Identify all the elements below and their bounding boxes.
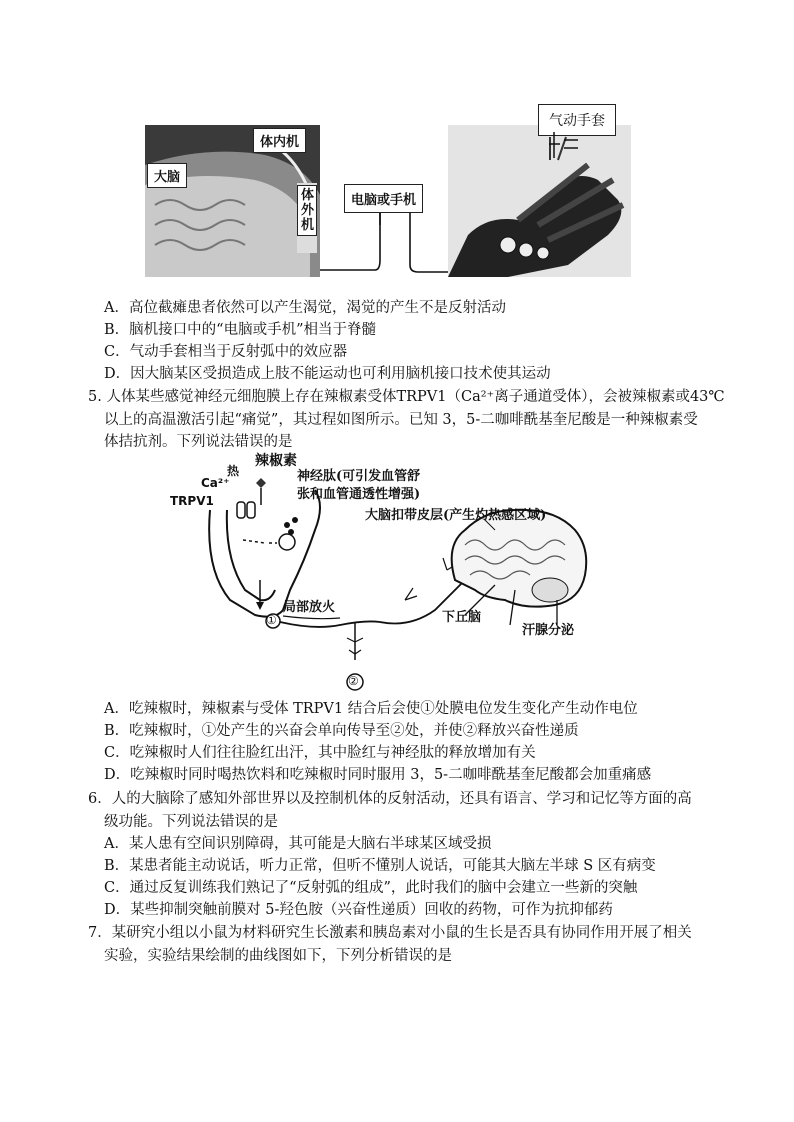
hypothalamus-label: 下丘脑 — [442, 610, 482, 625]
q4-option-b: B．脑机接口中的“电脑或手机”相当于脊髓 — [104, 322, 376, 338]
cortex-label: 大脑扣带皮层(产生灼热感区域) — [365, 508, 547, 523]
capsaicin-label: 辣椒素 — [255, 453, 297, 469]
q4-option-a: A．高位截瘫患者依然可以产生渴觉，渴觉的产生不是反射活动 — [104, 300, 506, 316]
q4-option-d: D．因大脑某区受损造成上肢不能运动也可利用脑机接口技术使其运动 — [104, 366, 551, 382]
internal-device-label: 体内机 — [253, 128, 306, 153]
pneumatic-glove-label: 气动手套 — [538, 104, 616, 136]
brain-photo — [145, 125, 320, 277]
q5-option-b: B．吃辣椒时，①处产生的兴奋会单向传导至②处，并使②释放兴奋性递质 — [104, 723, 579, 739]
external-device-label: 体外机 — [297, 185, 317, 236]
q6-option-a: A．某人患有空间识别障碍，其可能是大脑右半球某区域受损 — [104, 836, 492, 852]
heat-label: 热 — [227, 464, 240, 478]
q5-stem-line-1: 5. 人体某些感觉神经元细胞膜上存在辣椒素受体TRPV1（Ca²⁺离子通道受体），会被辣椒素或43℃ — [88, 389, 725, 405]
marker-1: ① — [266, 613, 277, 627]
sweat-gland-label: 汗腺分泌 — [522, 623, 575, 638]
calcium-label: Ca²⁺ — [201, 476, 230, 490]
glove-pointer — [546, 130, 586, 160]
q6-option-b: B．某患者能主动说话，听力正常，但听不懂别人说话，可能其大脑左半球 S 区有病变 — [104, 858, 656, 874]
local-fire-label: 局部放火 — [283, 600, 336, 615]
q6-stem-line-2: 级功能。下列说法错误的是 — [104, 814, 278, 830]
q5-stem-line-3: 体拮抗剂。下列说法错误的是 — [104, 434, 293, 450]
computer-phone-label: 电脑或手机 — [344, 184, 423, 213]
q4-option-c: C．气动手套相当于反射弧中的效应器 — [104, 344, 348, 360]
neuropeptide-label-1: 神经肽(可引发血管舒 — [297, 469, 421, 484]
trpv1-label: TRPV1 — [170, 494, 214, 508]
glove-photo — [448, 125, 631, 277]
q6-option-d: D．某些抑制突触前膜对 5-羟色胺（兴奋性递质）回收的药物，可作为抗抑郁药 — [104, 902, 613, 918]
neuropeptide-label-2: 张和血管通透性增强) — [297, 487, 421, 502]
q7-stem-line-2: 实验，实验结果绘制的曲线图如下，下列分析错误的是 — [104, 948, 452, 964]
q5-option-d: D．吃辣椒时同时喝热饮料和吃辣椒时同时服用 3，5-二咖啡酰基奎尼酸都会加重痛感 — [104, 767, 652, 783]
q7-stem-line-1: 7．某研究小组以小鼠为材料研究生长激素和胰岛素对小鼠的生长是否具有协同作用开展了相关 — [88, 925, 692, 941]
marker-2: ② — [348, 674, 359, 688]
pain-pathway-figure — [165, 450, 635, 695]
q6-stem-line-1: 6．人的大脑除了感知外部世界以及控制机体的反射活动，还具有语言、学习和记忆等方面的高 — [88, 791, 692, 807]
q5-option-a: A．吃辣椒时，辣椒素与受体 TRPV1 结合后会使①处膜电位发生变化产生动作电位 — [104, 701, 638, 717]
glove-image — [448, 125, 631, 277]
brain-label: 大脑 — [147, 163, 187, 188]
q5-option-c: C．吃辣椒时人们往往脸红出汗，其中脸红与神经肽的释放增加有关 — [104, 745, 536, 761]
q5-stem-line-2: 以上的高温激活引起“痛觉”，其过程如图所示。已知 3，5-二咖啡酰基奎尼酸是一种辣椒素受 — [104, 412, 698, 428]
q6-option-c: C．通过反复训练我们熟记了“反射弧的组成”，此时我们的脑中会建立一些新的突触 — [104, 880, 638, 896]
